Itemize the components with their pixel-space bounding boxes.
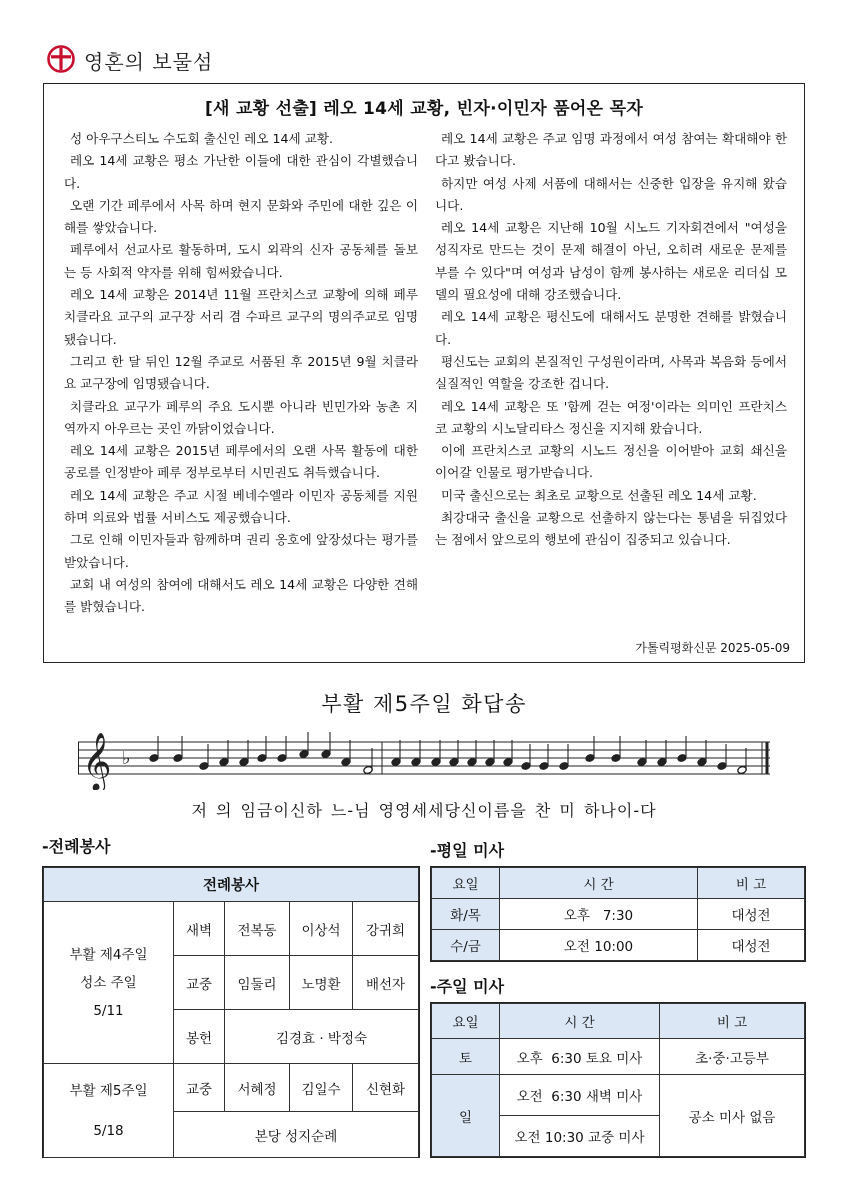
service-heading: -전례봉사 (42, 837, 111, 856)
week4-name-line1: 부활 제4주일 (69, 946, 148, 963)
sunday-time-cell: 오후 6:30 토요 미사 (500, 1038, 660, 1075)
svg-text:♭: ♭ (122, 748, 131, 769)
article-paragraph: 치클라요 교구가 페루의 주요 도시뿐 아니라 빈민가와 농촌 지역까지 아우르는 곳인 까닭이었습니다. (64, 398, 418, 436)
article-paragraph: 평신도는 교회의 본질적인 구성원이라며, 사목과 복음화 등에서 실질적인 역할을 강조한 겁니다. (435, 353, 787, 392)
weekday-header-note: 비 고 (698, 868, 805, 899)
sunday-header-note: 비 고 (660, 1004, 805, 1039)
person-cell: 노명환 (290, 956, 353, 1010)
article-paragraph: 레오 14세 교황은 2015년 페루에서의 오랜 사목 활동에 대한 공로를 인정받아 페루 정부로부터 시민권도 취득했습니다. (64, 443, 418, 481)
role-cell: 교중 (174, 956, 225, 1010)
person-cell: 신현화 (353, 1064, 419, 1112)
article-paragraph: 미국 출신으로는 최초로 교황으로 선출된 레오 14세 교황. (441, 487, 757, 503)
article-paragraph: 그로 인해 이민자들과 함께하며 권리 옹호에 앞장섰다는 평가를 받았습니다. (64, 532, 418, 570)
sunday-note-cell: 공소 미사 없음 (660, 1075, 805, 1157)
article-paragraph: 그리고 한 달 뒤인 12월 주교로 서품된 후 2015년 9월 치클라요 교구장에 임명됐습니다. (64, 353, 418, 392)
sunday-day-sun: 일 (432, 1075, 500, 1157)
article-source: 가톨릭평화신문 2025-05-09 (635, 641, 790, 655)
service-table-title: 전례봉사 (44, 868, 419, 902)
article-paragraph: 레오 14세 교황은 평소 가난한 이들에 대한 관심이 각별했습니다. (64, 153, 418, 191)
weekday-table-wrap (430, 866, 806, 962)
person-cell: 이상석 (290, 902, 353, 956)
article-column-right (435, 128, 787, 552)
article-paragraph: 레오 14세 교황은 또 '함께 걷는 여정'이라는 의미인 프란치스코 교황의 시노달리타스 정신을 지지해 왔습니다. (435, 398, 787, 436)
weekday-time-cell: 오후 7:30 (500, 899, 698, 930)
article-paragraph: 레오 14세 교황은 주교 시절 베네수엘라 이민자 공동체를 지원하며 의료와 법률 서비스도 제공했습니다. (64, 487, 418, 526)
weekday-note-cell: 대성전 (698, 930, 805, 961)
person-cell: 서혜정 (225, 1064, 290, 1112)
hymn-title: 부활 제5주일 화답송 (321, 692, 527, 716)
article-paragraph: 레오 14세 교황은 평신도에 대해서도 분명한 견해를 밝혔습니다. (435, 309, 787, 347)
article-paragraph: 교회 내 여성의 참여에 대해서도 레오 14세 교황은 다양한 견해를 밝혔습니다. (64, 576, 418, 615)
service-table (43, 867, 419, 1158)
role-cell: 교중 (174, 1064, 225, 1112)
sunday-note-cell: 초·중·고등부 (660, 1038, 805, 1075)
role-cell: 새벽 (174, 902, 225, 956)
weekday-header-day: 요일 (432, 868, 500, 899)
service-week5-cell (44, 1064, 174, 1158)
weekday-time-cell: 오전 10:00 (500, 930, 698, 961)
weekday-day-cell: 수/금 (432, 930, 500, 961)
sunday-time-cell: 오전 6:30 새벽 미사 (500, 1075, 660, 1116)
service-table-wrap (42, 866, 420, 1158)
week5-date: 5/18 (93, 1122, 124, 1139)
week4-name-line2: 성소 주일 (80, 974, 137, 991)
person-cell: 전복동 (225, 902, 290, 956)
sunday-header-time: 시 간 (500, 1004, 660, 1039)
cross-circle-icon (46, 44, 76, 74)
week5-note-cell: 본당 성지순례 (174, 1112, 419, 1158)
sunday-table-wrap (430, 1002, 806, 1158)
sunday-time-cell: 오전 10:30 교중 미사 (500, 1116, 660, 1157)
svg-text:𝄞: 𝄞 (82, 732, 112, 790)
weekday-note-cell: 대성전 (698, 899, 805, 930)
person-cell: 강귀희 (353, 902, 419, 956)
article-paragraph: 이에 프란치스코 교황의 시노드 정신을 이어받아 교회 쇄신을 이어갈 인물로 평가받습니다. (435, 443, 787, 481)
article-paragraph: 하지만 여성 사제 서품에 대해서는 신중한 입장을 유지해 왔습니다. (435, 175, 787, 213)
person-cell: 배선자 (353, 956, 419, 1010)
offering-people-cell: 김경효 · 박정숙 (225, 1010, 419, 1064)
sunday-mass-heading: -주일 미사 (430, 977, 505, 996)
section-title: 영혼의 보물섬 (84, 50, 214, 74)
weekday-header-time: 시 간 (500, 868, 698, 899)
person-cell: 임둘리 (225, 956, 290, 1010)
article-title: [새 교황 선출] 레오 14세 교황, 빈자·이민자 품어온 목자 (204, 99, 644, 119)
sunday-header-day: 요일 (432, 1004, 500, 1039)
sunday-day-sat: 토 (432, 1038, 500, 1075)
weekday-mass-heading: -평일 미사 (430, 841, 505, 860)
person-cell: 김일수 (290, 1064, 353, 1112)
article-paragraph: 레오 14세 교황은 지난해 10월 시노드 기자회견에서 "여성을 성직자로 만드는 것이 문제 해결이 아닌, 오히려 새로운 문제를 부를 수 있다"며 여성과 남성이 함께 봉사하는 새로운 리더십 모델의 필요성에 대해 강조했습니다. (435, 220, 787, 303)
article-paragraph: 최강대국 출신을 교황으로 선출하지 않는다는 통념을 뒤집었다는 점에서 앞으로의 행보에 관심이 집중되고 있습니다. (435, 510, 787, 548)
article-paragraph: 오랜 기간 페루에서 사목 하며 현지 문화와 주민에 대한 깊은 이해를 쌓았습니다. (64, 197, 418, 236)
hymn-lyrics: 저 의 임금이신하 느-님 영영세세당신이름을 찬 미 하나이-다 (191, 801, 657, 820)
article-column-left (64, 128, 418, 619)
sunday-mass-table (431, 1003, 805, 1157)
role-cell: 봉헌 (174, 1010, 225, 1064)
music-staff (78, 728, 770, 790)
article-box (43, 83, 805, 663)
weekday-day-cell: 화/목 (432, 899, 500, 930)
article-paragraph: 성 아우구스티노 수도회 출신인 레오 14세 교황. (70, 131, 334, 146)
article-paragraph: 페루에서 선교사로 활동하며, 도시 외곽의 신자 공동체를 돌보는 등 사회적 약자를 위해 힘써왔습니다. (64, 242, 418, 280)
weekday-mass-table (431, 867, 805, 961)
article-paragraph: 레오 14세 교황은 2014년 11월 프란치스코 교황에 의해 페루 치클라요 교구의 교구장 서리 겸 수파르 교구의 명의주교로 임명됐습니다. (64, 287, 418, 347)
week4-date: 5/11 (93, 1002, 124, 1019)
service-week4-cell (44, 902, 174, 1064)
week5-name: 부활 제5주일 (69, 1082, 148, 1099)
article-paragraph: 레오 14세 교황은 주교 임명 과정에서 여성 참여는 확대해야 한다고 봤습니다. (435, 131, 787, 169)
